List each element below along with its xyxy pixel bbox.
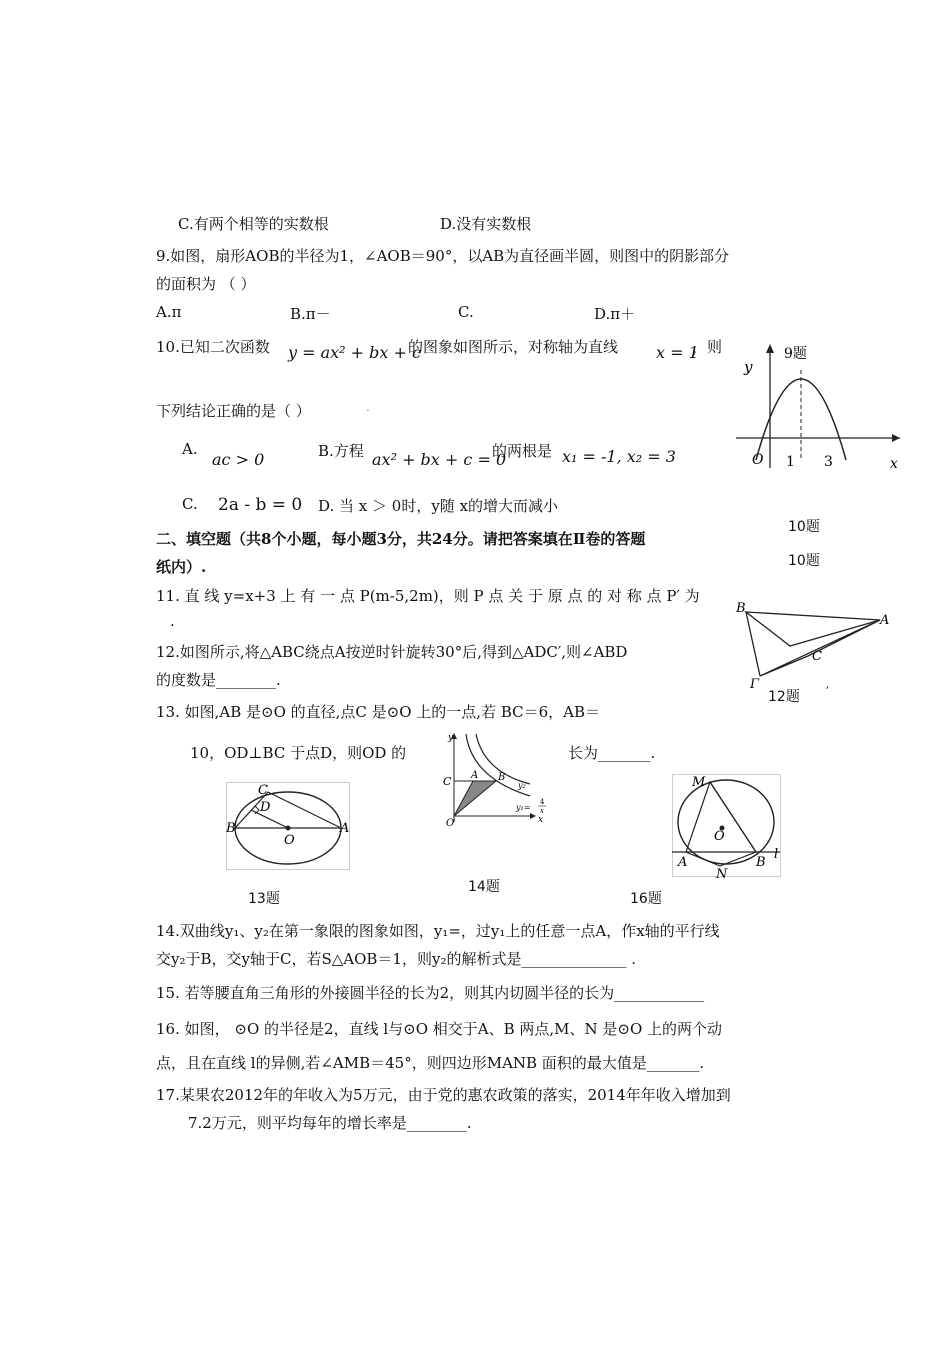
fig13-circle xyxy=(226,782,350,870)
fig16-label-n: N xyxy=(716,867,728,882)
fig13-label-o: O xyxy=(284,833,295,848)
fig12-caption: 12题 xyxy=(768,689,800,705)
q10-suffix: ，则 xyxy=(692,338,723,356)
q9-line1: 9.如图，扇形AOB的半径为1，∠AOB＝90°，以AB为直径画半圆，则图中的阴影部分 xyxy=(156,247,730,265)
fig14-label-x: x xyxy=(538,815,544,825)
q10-middle: 的图象如图所示，对称轴为直线 xyxy=(408,338,619,356)
fig14-label-b: B xyxy=(498,772,506,783)
q10-line2: 下列结论正确的是（ ） xyxy=(156,402,311,420)
fig14-caption: 14题 xyxy=(468,879,500,895)
fig10-x-label: x xyxy=(890,456,898,472)
q14-line2: 交y₂于B，交y轴于C，若S△AOB＝1，则y₂的解析式是______________ . xyxy=(156,950,636,968)
q9-option-b: B.π－ xyxy=(290,305,331,323)
q10-axis: x = 1 xyxy=(656,343,699,362)
fig14-triangle-aob xyxy=(454,781,496,816)
q10-option-b-label: B.方程 xyxy=(318,442,364,460)
fig10-parabola xyxy=(728,340,908,475)
fig16-label-m: M xyxy=(692,775,706,790)
q9-line2: 的面积为 （ ） xyxy=(156,275,256,293)
q12-line2: 的度数是________. xyxy=(156,671,281,689)
fig14-hyperbola xyxy=(438,730,558,830)
fig16-label-l: l xyxy=(774,847,779,862)
fig16-label-b: B xyxy=(756,855,766,870)
q13-line2b: 长为_______. xyxy=(568,744,656,762)
fig13-center-dot xyxy=(286,826,291,831)
q8-option-d: D.没有实数根 xyxy=(440,215,532,233)
q16-line1: 16. 如图， ⊙O 的半径是2，直线 l与⊙O 相交于A、B 两点,M、N 是⊙O 上的两个动 xyxy=(156,1020,723,1038)
q9-option-a: A.π xyxy=(156,303,182,321)
fig14-x-arrow xyxy=(530,813,536,819)
q17-line2: 7.2万元，则平均每年的增长率是________. xyxy=(188,1114,472,1132)
fig12-label-a: A xyxy=(880,613,890,628)
fig10-caption-1: 10题 xyxy=(788,519,820,535)
fig12-label-c: C xyxy=(812,649,822,664)
q10-option-b-roots: x₁ = -1, x₂ = 3 xyxy=(562,447,676,466)
q17-line1: 17.某果农2012年的年收入为5万元，由于党的惠农政策的落实，2014年年收入增加到 xyxy=(156,1086,731,1104)
fig14-label-y2: y₂ xyxy=(518,781,526,790)
q10-option-d: D. 当 x ＞ 0时，y随 x的增大而减小 xyxy=(318,497,559,515)
q10-prefix: 10.已知二次函数 xyxy=(156,338,270,356)
fig10-caption-2: 10题 xyxy=(788,553,820,569)
q8-option-c: C.有两个相等的实数根 xyxy=(178,215,329,233)
q15-line1: 15. 若等腰直角三角形的外接圆半径的长为2，则其内切圆半径的长为____________ xyxy=(156,984,705,1002)
q16-line2: 点，且在直线 l的异侧,若∠AMB＝45°，则四边形MANB 面积的最大值是_______. xyxy=(156,1054,705,1072)
fig10-tick-3: 3 xyxy=(824,454,833,470)
q10-option-a-math: ac > 0 xyxy=(212,450,265,469)
fig14-label-a: A xyxy=(471,770,479,781)
fig10-y-arrow xyxy=(766,344,774,353)
section2-heading-line1: 二、填空题（共8个小题，每小题3分，共24分。请把答案填在Ⅱ卷的答题 xyxy=(156,530,646,548)
q12-line1: 12.如图所示,将△ABC绕点A按逆时针旋转30°后,得到△ADC′,则∠ABD xyxy=(156,643,628,661)
q9-option-c: C. xyxy=(458,303,474,321)
q10-option-a-label: A. xyxy=(182,440,198,458)
fig10-y-label: y xyxy=(744,358,753,376)
q10-option-b-mid: 的两根是 xyxy=(492,442,553,460)
fig10-title: 9题 xyxy=(784,346,807,362)
fig14-label-den: x xyxy=(540,807,544,815)
section2-heading-line2: 纸内）. xyxy=(156,558,207,576)
q13-line2a: 10，OD⊥BC 于点D，则OD 的 xyxy=(190,744,407,762)
fig12-triangle-adc xyxy=(760,620,880,676)
q9-option-d: D.π＋ xyxy=(594,305,636,323)
fig10-tick-1: 1 xyxy=(786,454,795,470)
fig13-caption: 13题 xyxy=(248,891,280,907)
q11-line1: 11. 直 线 y=x+3 上 有 一 点 P(m-5,2m)，则 P 点 关 于 原 点 的 对 称 点 P′ 为 xyxy=(156,587,700,605)
fig16-circle xyxy=(672,774,784,882)
q11-line2: . xyxy=(170,612,175,630)
q10-formula: y = ax² + bx + c xyxy=(288,343,421,362)
q14-line1: 14.双曲线y₁、y₂在第一象限的图象如图，y₁=，过y₁上的任意一点A，作x轴的平行线 xyxy=(156,922,720,940)
q10-option-c-math: 2a - b = 0 xyxy=(218,495,303,515)
q10-option-b-math: ax² + bx + c = 0 xyxy=(372,450,507,469)
fig14-label-o: O xyxy=(446,818,455,829)
stray-dot: . xyxy=(366,400,370,414)
fig13-label-b: B xyxy=(226,821,236,836)
fig13-label-a: A xyxy=(340,821,350,836)
fig16-caption: 16题 xyxy=(630,891,662,907)
fig13-chord-ca xyxy=(268,792,341,828)
q10-option-c-label: C. xyxy=(182,495,198,513)
fig16-label-a: A xyxy=(678,855,688,870)
fig12-label-b: B xyxy=(736,601,746,616)
fig13-label-c: C xyxy=(258,783,268,798)
fig12-prime-mark: ′ xyxy=(826,685,829,700)
fig16-label-o: O xyxy=(714,829,725,844)
fig10-x-arrow xyxy=(892,434,900,442)
fig14-label-c: C xyxy=(443,775,452,788)
fig14-label-num: 4 xyxy=(540,798,545,806)
fig12-label-c-prime: Γ xyxy=(750,677,760,692)
fig13-label-d: D xyxy=(260,800,271,815)
fig10-origin: O xyxy=(752,452,764,468)
fig16-quadrilateral-manb xyxy=(686,782,756,866)
fig12-rotation xyxy=(730,596,900,706)
q13-line1: 13. 如图,AB 是⊙O 的直径,点C 是⊙O 上的一点,若 BC＝6，AB＝ xyxy=(156,703,601,721)
fig14-label-y1: y₁= xyxy=(516,803,531,812)
fig14-label-y: y xyxy=(448,733,454,743)
